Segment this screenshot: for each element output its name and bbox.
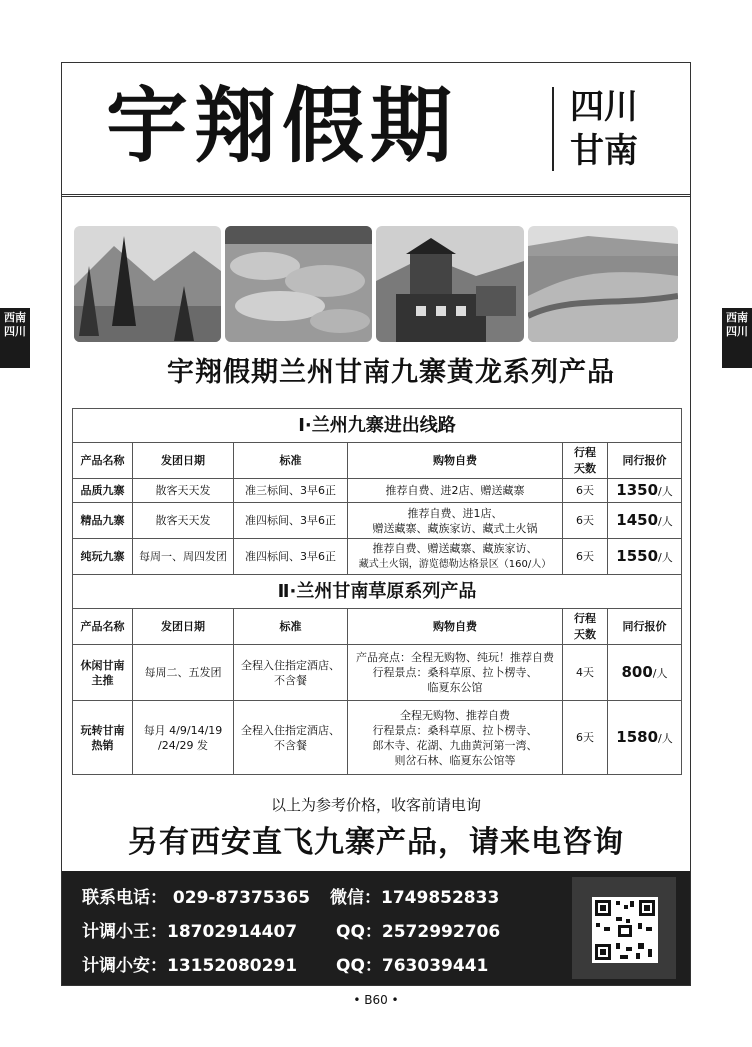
days: 6天	[563, 479, 608, 503]
col-price: 同行报价	[608, 609, 682, 645]
section-title-row	[73, 575, 682, 609]
standard: 准四标间、3早6正	[234, 539, 348, 575]
shopping-line: 郎木寺、花湖、九曲黄河第一湾、	[372, 738, 538, 752]
photo-strip	[74, 226, 678, 342]
header-divider	[552, 87, 554, 171]
column-header-row	[73, 609, 682, 645]
price-note: 以上为参考价格，收客前请电询	[270, 796, 481, 814]
planner-an-qq: QQ：763039441	[336, 956, 489, 976]
standard-line: 全程入住指定酒店、	[241, 658, 340, 672]
standard-line: 全程入住指定酒店、	[241, 723, 340, 737]
phone-number: 联系电话： 029-87375365	[82, 888, 311, 908]
date-line: 每月 4/9/14/19	[143, 723, 223, 737]
price	[608, 701, 682, 775]
col-days	[563, 443, 608, 479]
col-days-label: 行程天数	[574, 445, 596, 475]
product-table	[72, 408, 682, 775]
shopping-line: 则岔石林、临夏东公馆等	[394, 753, 516, 767]
standard	[234, 701, 348, 775]
product-name-line: 主推	[91, 673, 114, 687]
photo-temple	[376, 226, 524, 342]
departure-date: 每周一、周四发团	[133, 539, 234, 575]
days: 6天	[563, 503, 608, 539]
col-days-label: 行程天数	[574, 611, 596, 641]
product-name: 品质九寨	[73, 479, 133, 503]
price-value: 1450	[616, 510, 659, 529]
col-price: 同行报价	[608, 443, 682, 479]
contact-panel	[62, 871, 690, 985]
col-days	[563, 609, 608, 645]
departure-date	[133, 645, 234, 701]
table-row	[73, 479, 682, 503]
photo-grassland-river	[528, 226, 678, 342]
planner-wang-qq: QQ：2572992706	[336, 922, 501, 942]
product-tables	[72, 408, 681, 775]
qr-code-icon	[572, 877, 676, 979]
shopping-line: 行程景点：桑科草原、拉卜楞寺、	[372, 723, 538, 737]
col-shopping: 购物自费	[348, 443, 563, 479]
page-frame	[61, 62, 691, 986]
days: 4天	[563, 645, 608, 701]
departure-date	[133, 701, 234, 775]
price	[608, 503, 682, 539]
shopping	[348, 503, 563, 539]
days: 6天	[563, 701, 608, 775]
shopping	[348, 539, 563, 575]
price-unit: /人	[652, 666, 668, 680]
shopping	[348, 701, 563, 775]
shopping-line: 产品亮点：全程无购物、纯玩！推荐自费	[356, 651, 554, 664]
product-name	[73, 701, 133, 775]
brand-title: 宇翔假期	[106, 79, 459, 174]
shopping-line: 赠送藏寨、藏族家访、藏式土火锅	[372, 521, 538, 535]
shopping-line: 推荐自费、进1店、	[407, 506, 503, 520]
product-name: 纯玩九寨	[73, 539, 133, 575]
price	[608, 539, 682, 575]
product-name-line: 玩转甘南	[80, 723, 125, 737]
region-sichuan: 四川	[570, 87, 638, 127]
price-unit: /人	[658, 731, 673, 745]
side-tab-text: 四川	[4, 325, 26, 338]
price-value: 1350	[616, 480, 659, 499]
shopping	[348, 645, 563, 701]
price-value: 1550	[616, 546, 659, 565]
shopping-line: 行程景点：桑科草原、拉卜楞寺、	[372, 666, 538, 679]
departure-date: 散客天天发	[133, 503, 234, 539]
region-gannan: 甘南	[570, 131, 638, 171]
wechat-id: 微信：1749852833	[330, 888, 500, 908]
table-row	[73, 645, 682, 701]
header	[62, 63, 690, 197]
contact-line	[82, 951, 489, 976]
col-date: 发团日期	[133, 609, 234, 645]
standard-line: 不含餐	[274, 673, 307, 687]
shopping-line: 推荐自费、进2店、赠送藏寨	[385, 484, 525, 497]
price	[608, 645, 682, 701]
col-shopping: 购物自费	[348, 609, 563, 645]
col-name: 产品名称	[73, 443, 133, 479]
price-value: 1580	[616, 727, 659, 746]
date-line: /24/29 发	[158, 738, 208, 752]
price	[608, 479, 682, 503]
product-series-title: 宇翔假期兰州甘南九寨黄龙系列产品	[167, 357, 615, 388]
shopping-line: 临夏东公馆	[427, 681, 483, 694]
product-name	[73, 645, 133, 701]
days: 6天	[563, 539, 608, 575]
product-name: 精品九寨	[73, 503, 133, 539]
col-name: 产品名称	[73, 609, 133, 645]
side-tab-text: 西南	[4, 311, 26, 324]
date-line: 每周二、五发团	[144, 666, 222, 679]
side-tab-text: 西南	[726, 311, 748, 324]
shopping-line: 藏式土火锅，游览德勒达格景区（160/人）	[358, 559, 552, 570]
departure-date: 散客天天发	[133, 479, 234, 503]
side-tab-right	[722, 308, 752, 368]
photo-forest-lake	[74, 226, 221, 342]
column-header-row	[73, 443, 682, 479]
price-unit: /人	[658, 550, 673, 564]
section1-title: Ⅰ·兰州九寨进出线路	[73, 409, 682, 443]
section2-title: Ⅱ·兰州甘南草原系列产品	[73, 575, 682, 609]
page-number: • B60 •	[353, 993, 399, 1007]
price-unit: /人	[658, 484, 673, 498]
contact-line	[82, 917, 501, 942]
side-tab-text: 四川	[726, 325, 748, 338]
table-row	[73, 701, 682, 775]
standard-line: 不含餐	[274, 738, 307, 752]
product-name-line: 休闲甘南	[80, 658, 125, 672]
col-standard: 标准	[234, 609, 348, 645]
shopping-line: 全程无购物、推荐自费	[400, 708, 510, 722]
price-value: 800	[621, 662, 653, 681]
shopping	[348, 479, 563, 503]
contact-line	[82, 883, 500, 908]
standard: 准三标间、3早6正	[234, 479, 348, 503]
shopping-line: 推荐自费、赠送藏寨、藏族家访、	[372, 542, 538, 555]
photo-travertine-pools	[225, 226, 372, 342]
standard	[234, 645, 348, 701]
price-unit: /人	[658, 514, 673, 528]
col-standard: 标准	[234, 443, 348, 479]
qr-code-pattern	[592, 897, 658, 963]
table-row	[73, 503, 682, 539]
product-name-line: 热销	[91, 738, 114, 752]
region-label	[570, 85, 638, 173]
promo-banner: 另有西安直飞九寨产品，请来电咨询	[128, 825, 624, 860]
table-row	[73, 539, 682, 575]
section-title-row	[73, 409, 682, 443]
side-tab-left	[0, 308, 30, 368]
planner-wang-phone: 计调小王：18702914407	[82, 922, 298, 942]
planner-an-phone: 计调小安：13152080291	[82, 956, 298, 976]
col-date: 发团日期	[133, 443, 234, 479]
standard: 准四标间、3早6正	[234, 503, 348, 539]
